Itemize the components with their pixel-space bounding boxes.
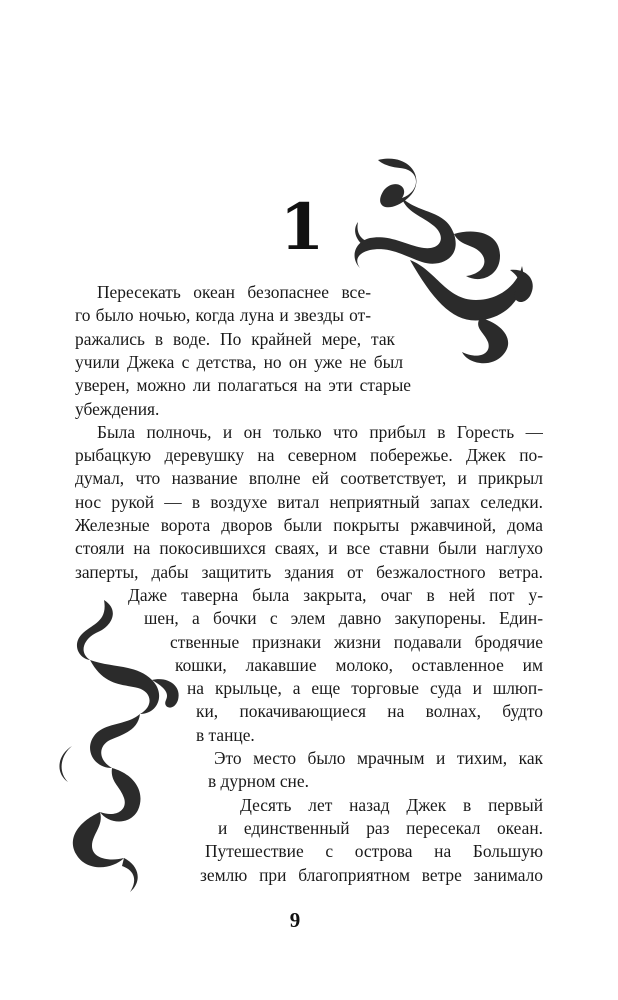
text-line: го было ночью, когда луна и звезды от- (75, 305, 371, 326)
text-line: убеждения. (75, 398, 160, 419)
text-line: в дурном сне. (208, 771, 309, 792)
text-line: шен, а бочки с элем давно закупорены. Един- (144, 608, 543, 629)
text-line: Это место было мрачным и тихим, как (214, 748, 543, 768)
chapter-number: 1 (279, 190, 325, 265)
text-line: стояли на покосившихся сваях, и все ставни были наглухо (75, 538, 543, 559)
text-line: уверен, можно ли полагаться на эти старые (75, 375, 411, 396)
text-line: и единственный раз пересекал океан. (218, 817, 543, 838)
text-line: нос рукой — в воздухе витал неприятный запах селедки. (75, 491, 543, 512)
text-line: ственные признаки жизни подавали бродячие (170, 631, 543, 652)
text-line: землю при благоприятном ветре занимало (200, 864, 543, 885)
text-line: Путешествие с острова на Большую (205, 841, 543, 862)
text-line: Даже таверна была закрыта, очаг в ней пот у- (128, 584, 543, 605)
text-line: на крыльце, а еще торговые суда и шлюп- (187, 678, 543, 699)
text-line: рыбацкую деревушку на северном побережье. Джек по- (75, 445, 543, 466)
text-line: ражались в воде. По крайней мере, так (75, 328, 395, 349)
text-line: думал, что название вполне ей соответствует, и прикрыл (75, 468, 543, 489)
page-number: 9 (289, 908, 301, 932)
text-line: учили Джека с детства, но он уже не был (75, 351, 403, 372)
text-line: Железные ворота дворов были покрыты ржавчиной, дома (75, 515, 543, 535)
text-line: кошки, лакавшие молоко, оставленное им (175, 654, 543, 675)
text-line: Пересекать океан безопаснее все- (97, 282, 371, 302)
text-line: заперты, дабы защитить здания от безжалостного ветра. (75, 561, 543, 582)
text-line: Была полночь, и он только что прибыл в Горесть — (97, 421, 543, 442)
text-line: Десять лет назад Джек в первый (240, 794, 543, 815)
text-line: ки, покачивающиеся на волнах, будто (196, 701, 543, 722)
text-line: в танце. (196, 724, 255, 745)
